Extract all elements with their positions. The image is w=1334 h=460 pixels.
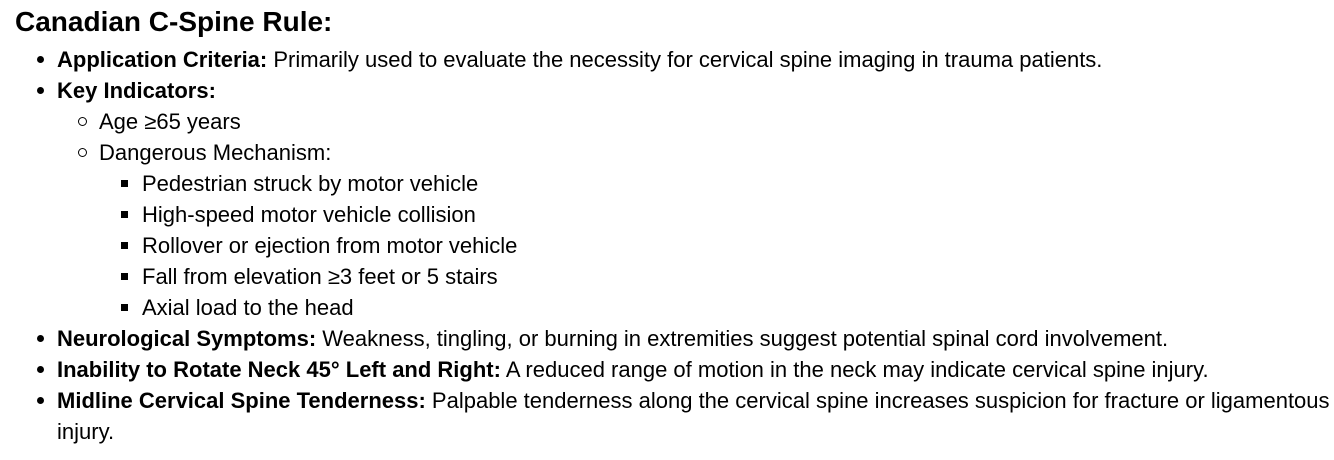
sublist-item-dangerous-mechanism <box>57 137 1334 323</box>
list-item-neurological-symptoms <box>15 323 1334 354</box>
item-text: Weakness, tingling, or burning in extremities suggest potential spinal cord involvement. <box>316 326 1169 351</box>
list-item-application-criteria <box>15 44 1334 75</box>
mechanism-item: Axial load to the head <box>99 292 1334 323</box>
item-term: Application Criteria: <box>57 47 268 72</box>
item-text: Primarily used to evaluate the necessity for cervical spine imaging in trauma patients. <box>267 47 1103 72</box>
item-term: Midline Cervical Spine Tenderness: <box>57 388 426 413</box>
list-item-key-indicators <box>15 75 1334 323</box>
sublist-item-text: Dangerous Mechanism: <box>99 140 332 165</box>
key-indicators-sublist <box>57 106 1334 323</box>
mechanism-item: Pedestrian struck by motor vehicle <box>99 168 1334 199</box>
page-title: Canadian C-Spine Rule: <box>15 6 333 37</box>
mechanism-item: Rollover or ejection from motor vehicle <box>99 230 1334 261</box>
item-term: Inability to Rotate Neck 45° Left and Right: <box>57 357 501 382</box>
item-term: Neurological Symptoms: <box>57 326 317 351</box>
dangerous-mechanism-sublist <box>99 168 1334 323</box>
list-item-neck-rotation <box>15 354 1334 385</box>
mechanism-item: Fall from elevation ≥3 feet or 5 stairs <box>99 261 1334 292</box>
item-term: Key Indicators: <box>57 78 216 103</box>
item-text: Palpable tenderness along the cervical spine increases suspicion for fracture or ligamentous injury. <box>57 388 1330 444</box>
sublist-item-text: Age ≥65 years <box>99 109 241 134</box>
sublist-item-age <box>57 106 1334 137</box>
criteria-list <box>15 44 1334 447</box>
list-item-midline-tenderness <box>15 385 1334 447</box>
item-text: A reduced range of motion in the neck may indicate cervical spine injury. <box>500 357 1209 382</box>
mechanism-item: High-speed motor vehicle collision <box>99 199 1334 230</box>
